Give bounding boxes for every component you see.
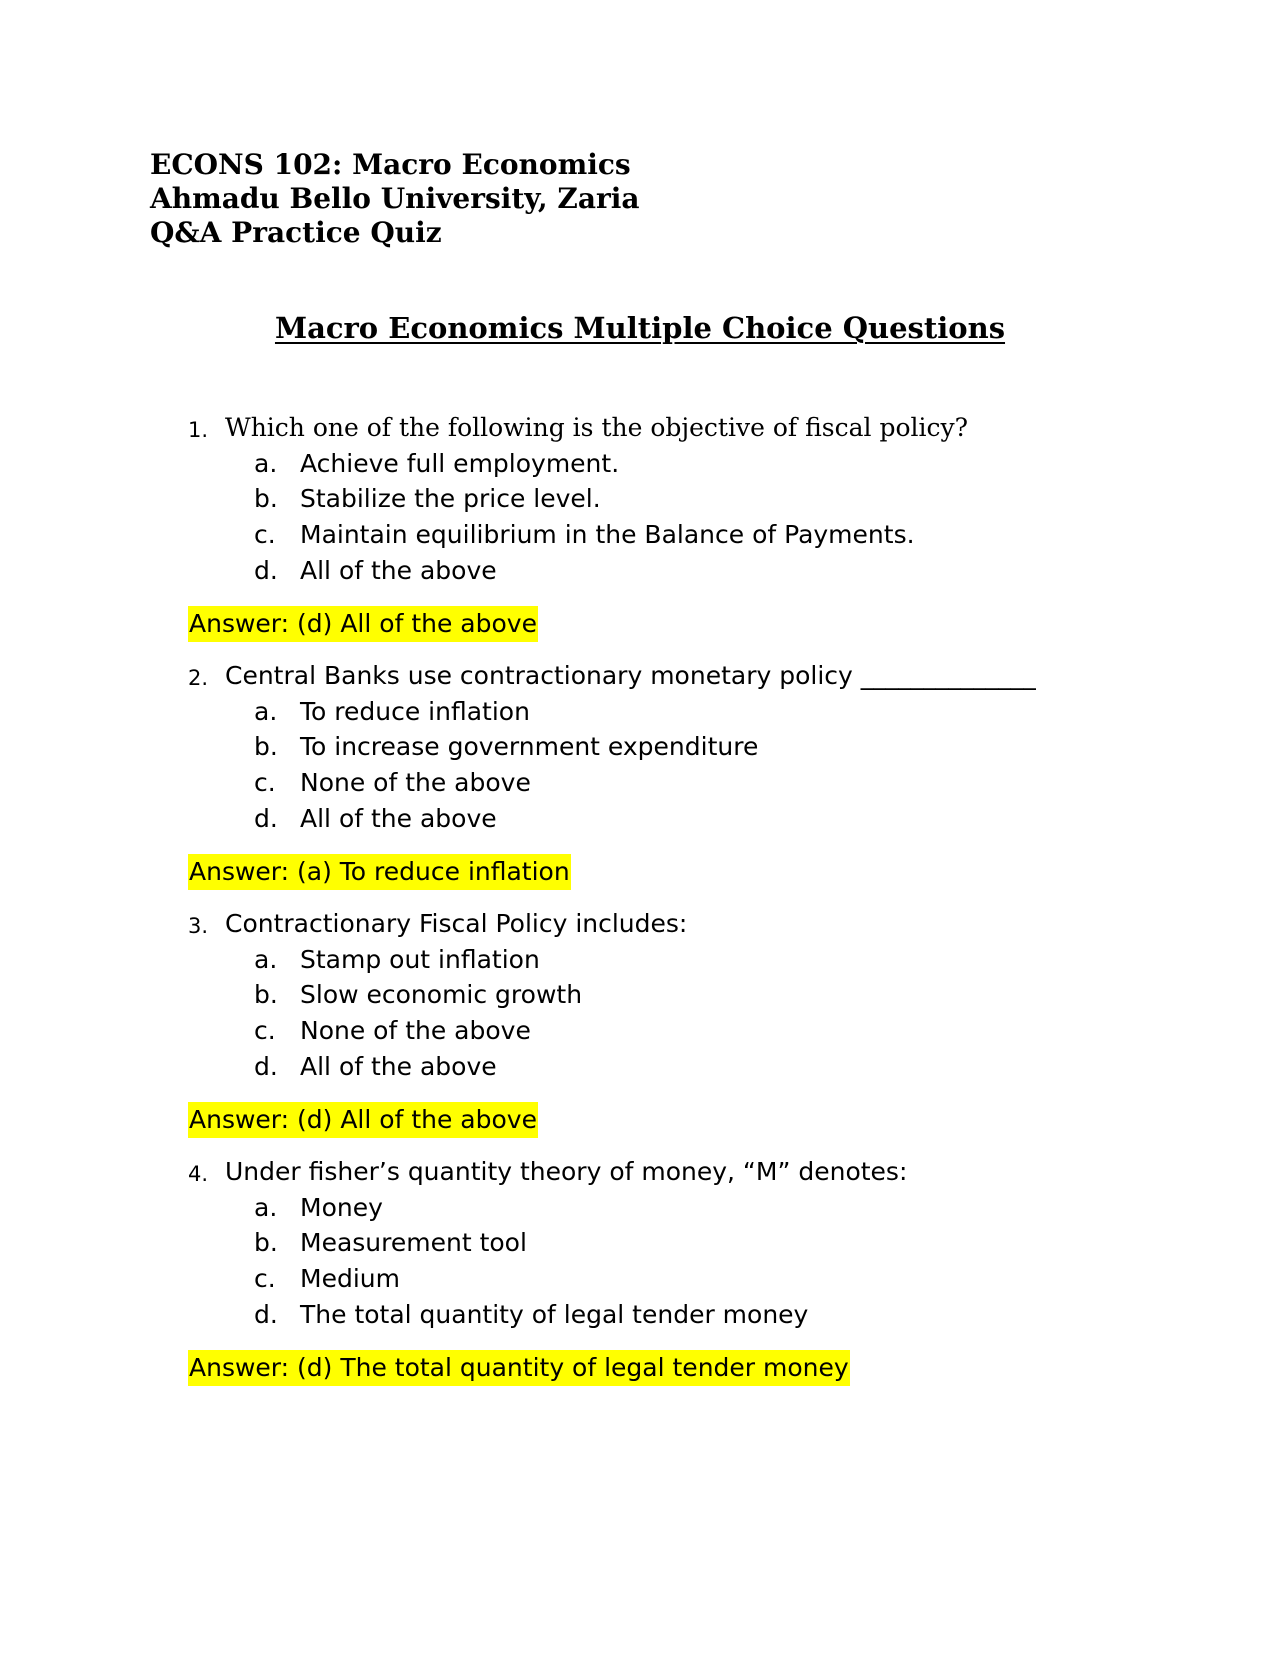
document-header	[150, 148, 640, 250]
quiz-label: Q&A Practice Quiz	[150, 216, 442, 249]
option-text: Measurement tool	[300, 1228, 527, 1257]
option-letter: c.	[254, 1264, 276, 1293]
question-number: 1.	[188, 418, 209, 442]
answer-highlight: Answer: (a) To reduce inflation	[188, 854, 571, 890]
option-letter: b.	[254, 1228, 278, 1257]
option-text: Achieve full employment.	[300, 449, 620, 478]
option-text: None of the above	[300, 768, 531, 797]
option-letter: d.	[254, 804, 278, 833]
option-letter: c.	[254, 1016, 276, 1045]
question-text: Central Banks use contractionary monetary policy ______________	[225, 661, 1036, 690]
option-letter: b.	[254, 732, 278, 761]
course-title: ECONS 102: Macro Economics	[150, 148, 631, 181]
option-letter: a.	[254, 449, 278, 478]
option-text: All of the above	[300, 556, 497, 585]
option-letter: d.	[254, 556, 278, 585]
option-text: Medium	[300, 1264, 400, 1293]
question-text: Contractionary Fiscal Policy includes:	[225, 909, 688, 938]
option-letter: c.	[254, 520, 276, 549]
option-text: Money	[300, 1193, 383, 1222]
option-text: Maintain equilibrium in the Balance of Payments.	[300, 520, 915, 549]
question-text: Under fisher’s quantity theory of money, “M” denotes:	[225, 1157, 908, 1186]
question-number: 3.	[188, 914, 209, 938]
option-letter: b.	[254, 980, 278, 1009]
option-text: The total quantity of legal tender money	[300, 1300, 809, 1329]
question-number: 2.	[188, 666, 209, 690]
option-text: To increase government expenditure	[300, 732, 759, 761]
option-letter: d.	[254, 1052, 278, 1081]
option-text: All of the above	[300, 1052, 497, 1081]
option-letter: a.	[254, 697, 278, 726]
question-number: 4.	[188, 1162, 209, 1186]
question-text: Which one of the following is the objective of fiscal policy?	[225, 413, 969, 442]
answer-highlight: Answer: (d) All of the above	[188, 1102, 538, 1138]
option-letter: a.	[254, 945, 278, 974]
answer-highlight: Answer: (d) The total quantity of legal tender money	[188, 1350, 850, 1386]
option-text: To reduce inflation	[300, 697, 530, 726]
university-name: Ahmadu Bello University, Zaria	[150, 182, 640, 215]
page-title	[0, 310, 1280, 346]
option-text: None of the above	[300, 1016, 531, 1045]
option-letter: c.	[254, 768, 276, 797]
option-letter: d.	[254, 1300, 278, 1329]
option-text: Stamp out inflation	[300, 945, 540, 974]
option-letter: a.	[254, 1193, 278, 1222]
answer-highlight: Answer: (d) All of the above	[188, 606, 538, 642]
page-title-text: Macro Economics Multiple Choice Questions	[274, 311, 1006, 345]
option-text: Slow economic growth	[300, 980, 583, 1009]
option-text: All of the above	[300, 804, 497, 833]
option-letter: b.	[254, 484, 278, 513]
option-text: Stabilize the price level.	[300, 484, 601, 513]
